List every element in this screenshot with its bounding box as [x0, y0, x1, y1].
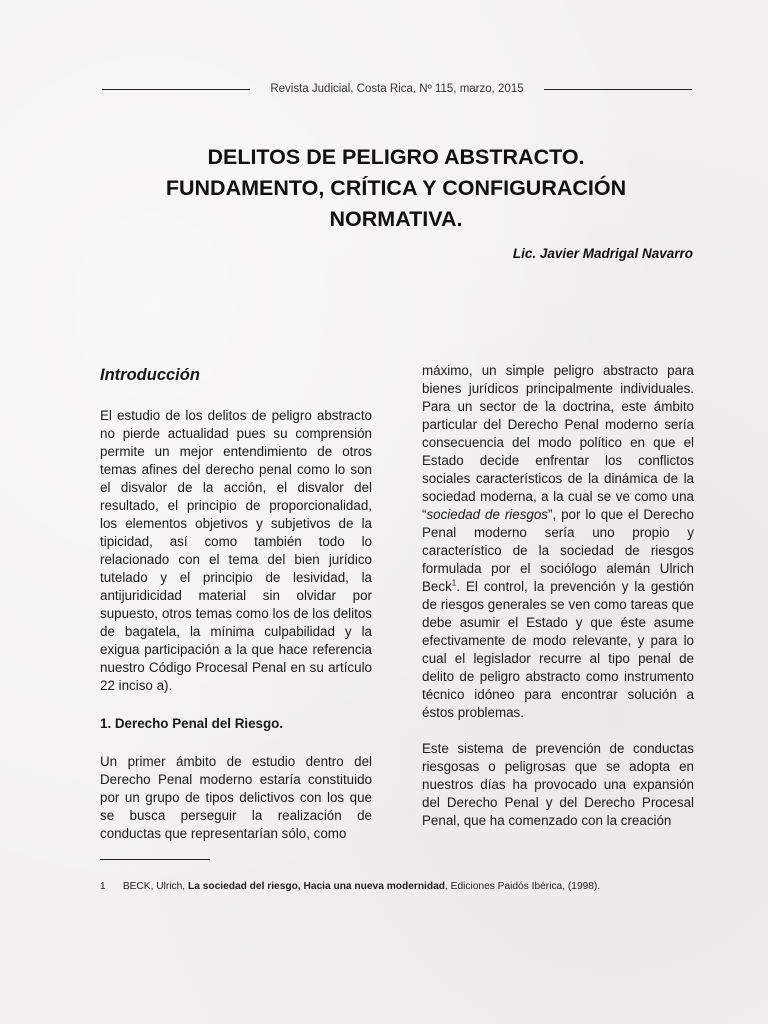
emphasized-term: sociedad de riesgos [426, 507, 548, 522]
section-heading-risk-law: 1. Derecho Penal del Riesgo. [100, 716, 284, 731]
footnote-number: 1 [100, 881, 106, 892]
footnote-author: BECK, Ulrich, [122, 881, 186, 892]
footnote-separator [100, 859, 210, 860]
footnote-publisher: , Ediciones Paidós Ibérica, (1998). [445, 881, 601, 892]
title-line-3: NORMATIVA. [329, 207, 463, 231]
paragraph-text-c: . El control, la prevención y la gestión de riesgos generales se ven como tareas que debe asumir el Estado y que éste asume efectivamente de modo relevante, y para lo cual el legislador recurre al tipo penal de delito de peligro abstracto como instrumento técnico idóneo para encontrar solución a éstos problemas. [422, 579, 694, 720]
title-line-2: FUNDAMENTO, CRÍTICA Y CONFIGURACIÓN [165, 176, 627, 200]
prevention-paragraph: Este sistema de prevención de conductas riesgosas o peligrosas que se adopta en nuestros días ha provocado una expansión del Derecho Penal y del Derecho Procesal Penal, que ha comenzado con la creación [422, 741, 694, 828]
footnote [100, 881, 700, 892]
running-head-left-rule [102, 89, 250, 90]
intro-paragraph: El estudio de los delitos de peligro abstracto no pierde actualidad pues su comprensión permite un mejor entendimiento de otros temas afines del derecho penal como lo son el disvalor de la acción, el disvalor del resultado, el principio de proporcionalidad, los elementos objetivos y subjetivos de la tipicidad, así como también todo lo relacionado con el tema del bien jurídico tutelado y el principio de lesividad, la antijuridicidad material sin olvidar por supuesto, otros temas como los de los delitos de bagatela, la mínima culpabilidad y la exigua participación a la que hace referencia nuestro Código Procesal Penal en su artículo 22 inciso a). [100, 408, 372, 693]
left-column [100, 362, 372, 843]
article-title [100, 142, 692, 235]
running-head [102, 80, 692, 98]
author-name: Lic. Javier Madrigal Navarro [512, 246, 693, 261]
footnote-reference[interactable]: 1 [451, 578, 457, 588]
title-line-1: DELITOS DE PELIGRO ABSTRACTO. [207, 145, 585, 169]
paragraph-text-a: máximo, un simple peligro abstracto para bienes jurídicos principalmente individuales. Para un sector de la doctrina, este ámbito particular del Derecho Penal moderno sería consecuencia del modo político en que el Estado decide enfrentar los conflictos sociales característicos de la dinámica de la sociedad moderna, a la cual se ve como una “ [422, 363, 694, 522]
risk-law-paragraph: Un primer ámbito de estudio dentro del Derecho Penal moderno estaría constituido por un grupo de tipos delictivos con los que se busca perseguir la realización de conductas que representarían sólo, como [100, 754, 372, 841]
continuation-paragraph [422, 362, 694, 722]
running-head-right-rule [544, 89, 692, 90]
right-column [422, 362, 694, 830]
paragraph-text-b: ”, por lo que el Derecho Penal moderno sería uno propio y característico de la sociedad de riesgos formulada por el sociólogo alemán Ulrich Beck [422, 507, 694, 594]
journal-citation: Revista Judicial, Costa Rica, Nº 115, marzo, 2015 [270, 83, 524, 95]
section-heading-introduction: Introducción [100, 366, 200, 384]
footnote-book-title: La sociedad del riesgo, Hacia una nueva modernidad [187, 881, 445, 892]
